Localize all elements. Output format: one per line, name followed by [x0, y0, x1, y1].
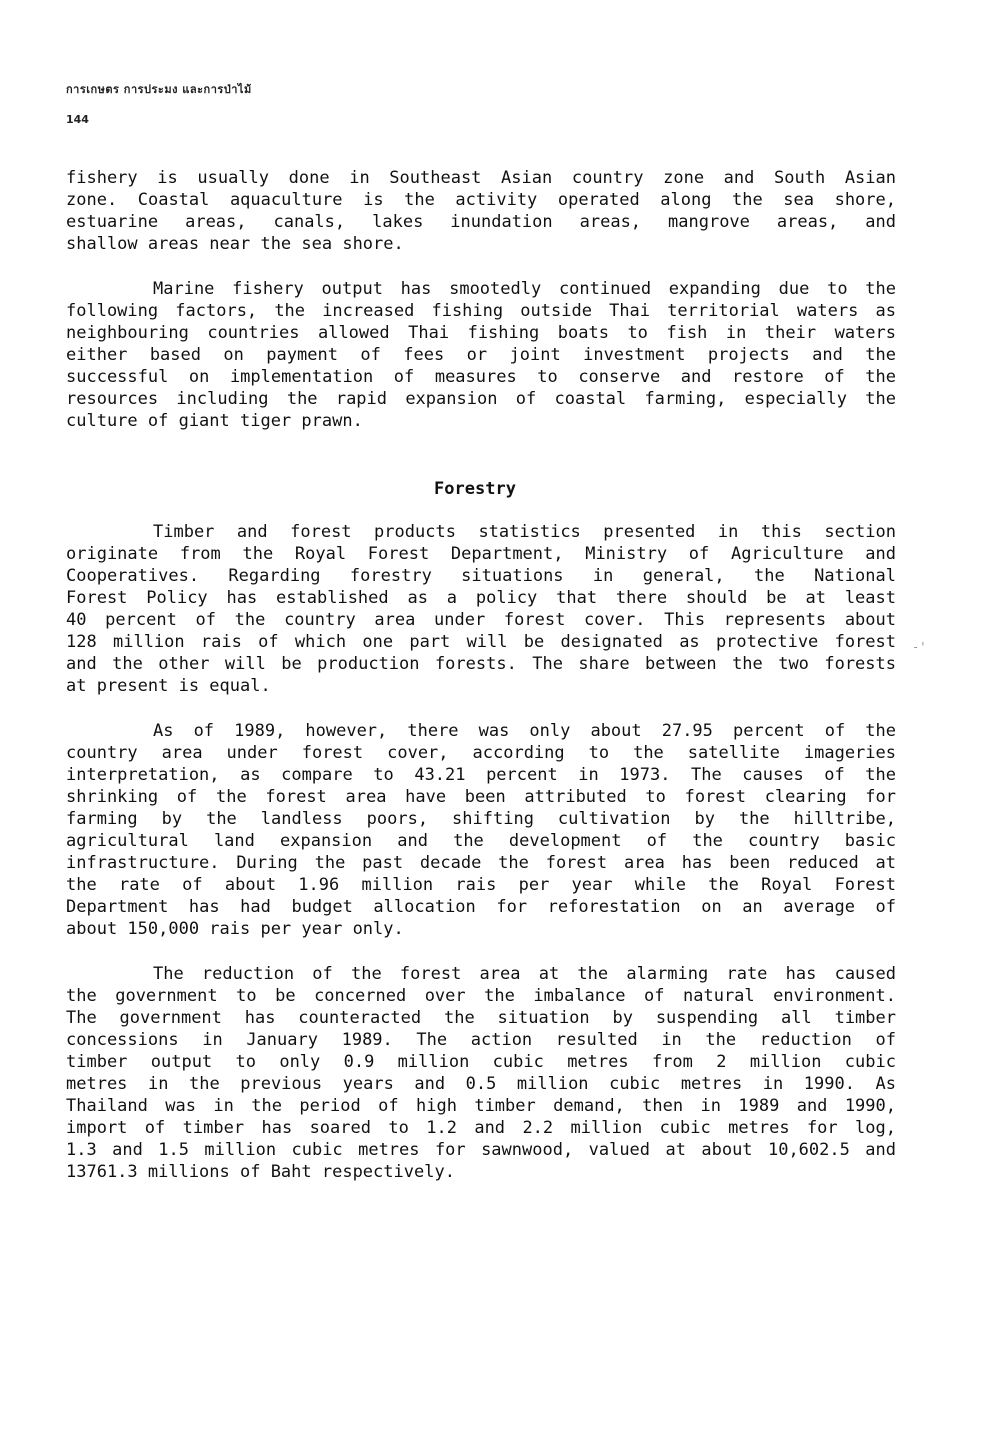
- text-line: 40 percent of the country area under forest cover. This represents about: [66, 610, 896, 630]
- text-line: Forest Policy has established as a policy that there should be at least: [66, 588, 896, 608]
- running-head: การเกษตร การประมง และการป่าไม้: [66, 83, 252, 96]
- text-line: 13761.3 millions of Baht respectively.: [66, 1162, 455, 1182]
- text-line: import of timber has soared to 1.2 and 2.2 million cubic metres for log,: [66, 1118, 896, 1138]
- text-line: agricultural land expansion and the development of the country basic: [66, 831, 896, 851]
- text-line: Department has had budget allocation for reforestation on an average of: [66, 897, 896, 917]
- paragraph-marine-fishery: [66, 278, 896, 432]
- paragraph-forest-cover: [66, 720, 896, 940]
- text-line: country area under forest cover, according to the satellite imageries: [66, 743, 896, 763]
- text-line: culture of giant tiger prawn.: [66, 411, 363, 431]
- text-line: the rate of about 1.96 million rais per year while the Royal Forest: [66, 875, 896, 895]
- text-line: Cooperatives. Regarding forestry situations in general, the National: [66, 566, 896, 586]
- text-line: farming by the landless poors, shifting cultivation by the hilltribe,: [66, 809, 896, 829]
- text-line: shallow areas near the sea shore.: [66, 234, 404, 254]
- section-heading: Forestry: [434, 479, 516, 499]
- text-line: 128 million rais of which one part will be designated as protective forest: [66, 632, 896, 652]
- text-line: As of 1989, however, there was only about 27.95 percent of the: [153, 721, 896, 741]
- text-line: 1.3 and 1.5 million cubic metres for sawnwood, valued at about 10,602.5 and: [66, 1140, 896, 1160]
- text-line: resources including the rapid expansion of coastal farming, especially the: [66, 389, 896, 409]
- margin-mark: -': [912, 640, 927, 654]
- text-line: The government has counteracted the situation by suspending all timber: [66, 1008, 896, 1028]
- text-line: originate from the Royal Forest Department, Ministry of Agriculture and: [66, 544, 896, 564]
- paragraph-timber-concessions: [66, 963, 896, 1183]
- text-line: following factors, the increased fishing outside Thai territorial waters as: [66, 301, 896, 321]
- paragraph-fishery-continuation: [66, 167, 896, 255]
- text-line: either based on payment of fees or joint investment projects and the: [66, 345, 896, 365]
- text-line: estuarine areas, canals, lakes inundation areas, mangrove areas, and: [66, 212, 896, 232]
- text-line: infrastructure. During the past decade the forest area has been reduced at: [66, 853, 896, 873]
- page-number: 144: [66, 113, 89, 126]
- text-line: Timber and forest products statistics presented in this section: [153, 522, 896, 542]
- text-line: about 150,000 rais per year only.: [66, 919, 404, 939]
- text-line: interpretation, as compare to 43.21 percent in 1973. The causes of the: [66, 765, 896, 785]
- text-line: and the other will be production forests. The share between the two forests: [66, 654, 896, 674]
- text-line: neighbouring countries allowed Thai fishing boats to fish in their waters: [66, 323, 896, 343]
- text-line: Thailand was in the period of high timber demand, then in 1989 and 1990,: [66, 1096, 896, 1116]
- text-line: The reduction of the forest area at the alarming rate has caused: [153, 964, 896, 984]
- text-line: metres in the previous years and 0.5 million cubic metres in 1990. As: [66, 1074, 896, 1094]
- text-line: Marine fishery output has smootedly continued expanding due to the: [153, 279, 896, 299]
- text-line: shrinking of the forest area have been attributed to forest clearing for: [66, 787, 896, 807]
- text-line: fishery is usually done in Southeast Asian country zone and South Asian: [66, 168, 896, 188]
- text-line: successful on implementation of measures to conserve and restore of the: [66, 367, 896, 387]
- text-line: timber output to only 0.9 million cubic metres from 2 million cubic: [66, 1052, 896, 1072]
- text-line: concessions in January 1989. The action resulted in the reduction of: [66, 1030, 896, 1050]
- paragraph-forest-policy: [66, 521, 896, 697]
- text-line: at present is equal.: [66, 676, 271, 696]
- text-line: zone. Coastal aquaculture is the activity operated along the sea shore,: [66, 190, 896, 210]
- text-line: the government to be concerned over the imbalance of natural environment.: [66, 986, 896, 1006]
